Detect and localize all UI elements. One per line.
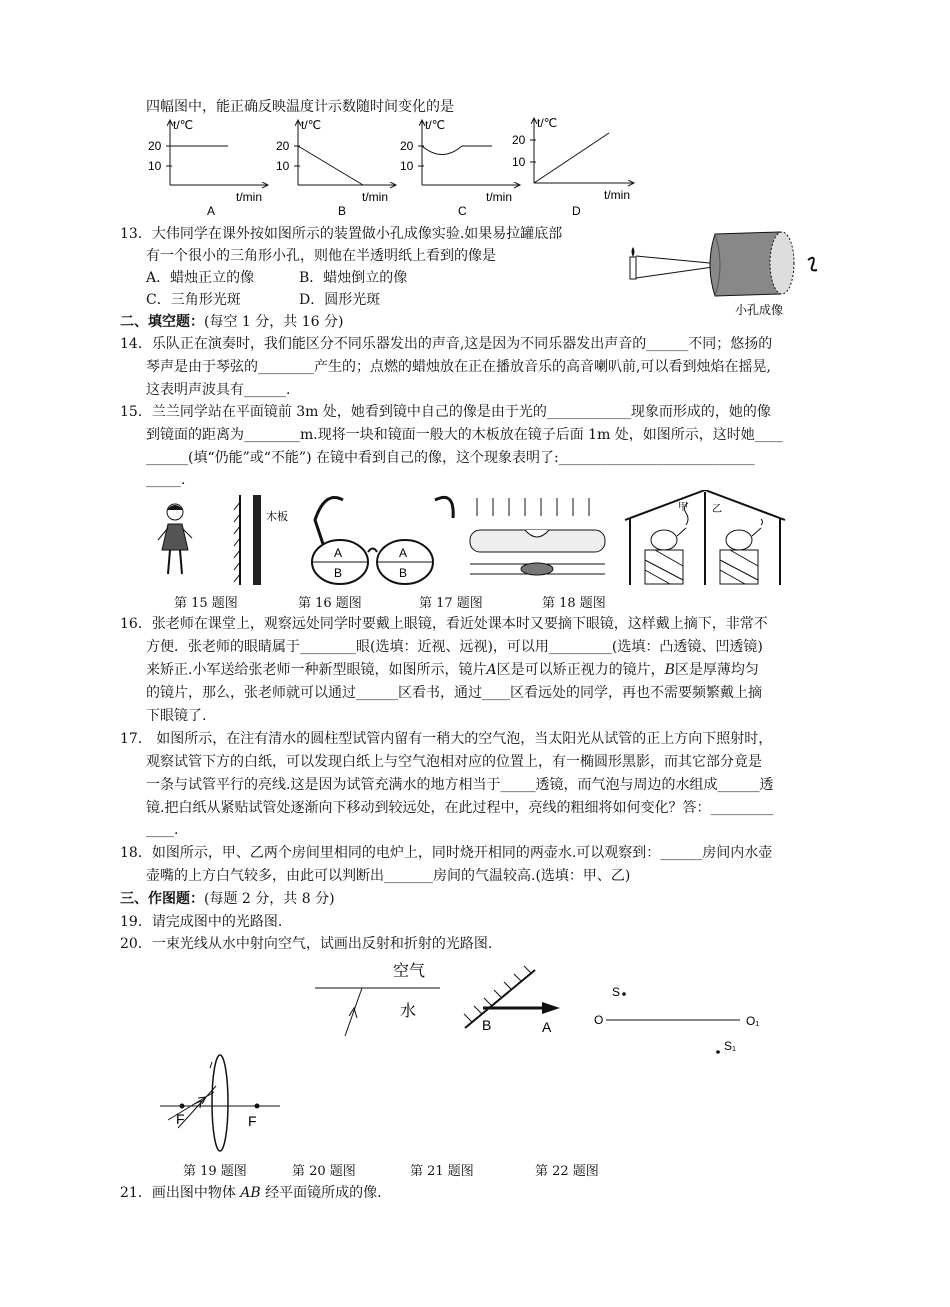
graph-d-ylabel: t/℃: [537, 116, 558, 130]
section3-note: (每题 2 分，共 8 分): [204, 891, 335, 907]
q13-option-b: B．蜡烛倒立的像: [299, 270, 408, 286]
section3-header: [120, 889, 335, 909]
q17-line5: ____.: [146, 822, 179, 838]
graph-a-xlabel: t/min: [236, 190, 263, 204]
q16-line5: 下眼镜了.: [146, 708, 207, 724]
fig18: [625, 490, 785, 585]
q13-line2: 有一个很小的三角形小孔，则他在半透明纸上看到的像是: [146, 248, 496, 264]
q16-line2: 方便．张老师的眼睛属于________眼(选填：近视、远视)，可以用_________(选填：凸透镜、凹透镜): [146, 639, 763, 655]
fig17: [470, 498, 605, 575]
fig22: [594, 985, 759, 1054]
fig21-label-a: A: [542, 1019, 552, 1035]
fig16-lens-a-left: A: [334, 546, 343, 560]
fig18-caption: 第 18 题图: [542, 596, 606, 611]
fig22-caption: 第 22 题图: [535, 1164, 599, 1179]
q17-line3: 一条与试管平行的亮线.这是因为试管充满水的地方相当于_____透镜，而气泡与周边的水组成______透: [146, 777, 774, 793]
q21-text: 21．画出图中物体 AB 经平面镜所成的像.: [120, 1185, 382, 1201]
fig21-label-b: B: [482, 1017, 492, 1033]
graph-a-letter: A: [207, 204, 216, 218]
q20-text: 20．一束光线从水中射向空气，试画出反射和折射的光路图.: [120, 936, 493, 952]
q18-line2: 壶嘴的上方白气较多，由此可以判断出_______房间的气温较高.(选填：甲、乙): [146, 868, 631, 884]
fig20-air-label: 空气: [393, 963, 426, 980]
graph-a-y20: 20: [148, 139, 162, 153]
q12-graphs: [140, 115, 650, 220]
q13-line1: 13．大伟同学在课外按如图所示的装置做小孔成像实验.如果易拉罐底部: [120, 226, 563, 242]
q13-option-c: C．三角形光斑: [146, 292, 241, 308]
fig17-caption: 第 17 题图: [419, 596, 483, 611]
graph-c: [400, 118, 520, 218]
graph-c-xlabel: t/min: [486, 190, 513, 204]
graph-b-letter: B: [338, 204, 347, 218]
q16-line4: 的镜片，那么，张老师就可以通过______区看书，通过____区看远处的同学，再也不需要频繁戴上摘: [146, 685, 762, 701]
q12-stem: 四幅图中，能正确反映温度计示数随时间变化的是: [146, 99, 454, 115]
graph-c-letter: C: [458, 204, 467, 218]
fig16-lens-b-left: B: [334, 566, 343, 580]
pinhole-caption: 小孔成像: [735, 303, 784, 317]
fig15-board-label: 木板: [266, 511, 288, 523]
graph-a-y10: 10: [148, 159, 162, 173]
fig19-f-left: F: [176, 1111, 185, 1127]
graph-b-y10: 10: [276, 159, 290, 173]
section2-note: (每空 1 分，共 16 分): [204, 314, 344, 330]
figures-row1: [150, 490, 790, 590]
q15-line4: _____.: [146, 472, 186, 488]
q14-line1: 14．乐队正在演奏时，我们能区分不同乐器发出的声音,这是因为不同乐器发出声音的______不同；悠扬的: [120, 336, 773, 352]
fig20: [315, 962, 440, 1036]
fig20-water-label: 水: [400, 1003, 417, 1020]
graph-a: [148, 118, 268, 218]
fig15: [158, 495, 288, 585]
q21-ab: AB: [240, 1185, 261, 1201]
q15-line1: 15．兰兰同学站在平面镜前 3m 处，她看到镜中自己的像是由于光的____________现象而形成的，她的像: [120, 404, 771, 420]
q15-line3: ______(填“仍能”或“不能”) 在镜中看到自己的像，这个现象表明了:____________________________: [146, 450, 755, 466]
graph-c-y10: 10: [400, 159, 414, 173]
fig21: [464, 966, 560, 1035]
fig21-caption: 第 21 题图: [410, 1164, 474, 1179]
fig22-label-o: O: [594, 1013, 604, 1027]
q17-line1: 17． 如图所示，在注有清水的圆柱型试管内留有一稍大的空气泡，当太阳光从试管的正上方向下照射时，: [120, 731, 773, 747]
section2-header: [120, 312, 343, 332]
graph-b-y20: 20: [276, 139, 290, 153]
graph-c-ylabel: t/℃: [425, 118, 446, 132]
fig16-lens-b-right: B: [399, 566, 408, 580]
graph-d: [512, 116, 634, 218]
fig20-caption: 第 20 题图: [292, 1164, 356, 1179]
q13-option-a: A．蜡烛正立的像: [146, 270, 255, 286]
graph-b: [276, 118, 396, 218]
q19-text: 19．请完成图中的光路图.: [120, 914, 283, 930]
graph-a-ylabel: t/℃: [173, 118, 194, 132]
fig19-caption: 第 19 题图: [183, 1164, 247, 1179]
figures-row2: [150, 958, 790, 1158]
graph-d-y20: 20: [512, 133, 526, 147]
fig22-label-s1: S₁: [724, 1039, 737, 1053]
graph-b-ylabel: t/℃: [301, 118, 322, 132]
graph-d-letter: D: [572, 204, 581, 218]
fig19: [160, 1055, 280, 1151]
q18-line1: 18．如图所示，甲、乙两个房间里相同的电炉上，同时烧开相同的两壶水.可以观察到：______房间内水壶: [120, 845, 773, 861]
fig19-f-right: F: [248, 1113, 257, 1129]
q14-line2: 琴声是由于琴弦的________产生的；点燃的蜡烛放在正在播放音乐的高音喇叭前,可以看到烛焰在摇晃,: [146, 359, 771, 375]
pinhole-figure: [620, 222, 835, 320]
q15-line2: 到镜面的距离为________m.现将一块和镜面一般大的木板放在镜子后面 1m 处，如图所示，这时她____: [146, 427, 783, 443]
q14-line3: 这表明声波具有______.: [146, 382, 291, 398]
fig16-caption: 第 16 题图: [298, 596, 362, 611]
graph-d-y10: 10: [512, 155, 526, 169]
section3-title: 三、作图题：: [120, 891, 204, 907]
fig22-label-o1: O₁: [746, 1014, 760, 1028]
graph-b-xlabel: t/min: [362, 190, 389, 204]
q17-line4: 镜.把白纸从紧贴试管处逐渐向下移动到较远处，在此过程中，亮线的粗细将如何变化？答：_________: [146, 800, 774, 816]
fig16-lens-a-right: A: [399, 546, 408, 560]
fig18-room-right: 乙: [712, 504, 722, 515]
q16-region-b: B: [664, 662, 675, 678]
fig18-room-left: 甲: [678, 502, 688, 513]
fig16: [312, 497, 453, 584]
fig15-caption: 第 15 题图: [174, 596, 238, 611]
q16-region-a: A: [486, 662, 497, 678]
fig22-label-s: S: [612, 985, 621, 999]
q17-line2: 观察试管下方的白纸，可以发现白纸上与空气泡相对应的位置上，有一椭圆形黑影，而其它部分竟是: [146, 754, 762, 770]
section2-title: 二、填空题：: [120, 314, 204, 330]
q16-line1: 16．张老师在课堂上，观察远处同学时要戴上眼镜，看近处课本时又要摘下眼镜，这样戴上摘下，非常不: [120, 616, 768, 632]
q13-option-d: D．圆形光斑: [299, 292, 381, 308]
q16-line3: 来矫正.小军送给张老师一种新型眼镜，如图所示，镜片A区是可以矫正视力的镜片，B区是厚薄均匀: [146, 662, 759, 678]
graph-c-y20: 20: [400, 139, 414, 153]
graph-d-xlabel: t/min: [604, 188, 631, 202]
